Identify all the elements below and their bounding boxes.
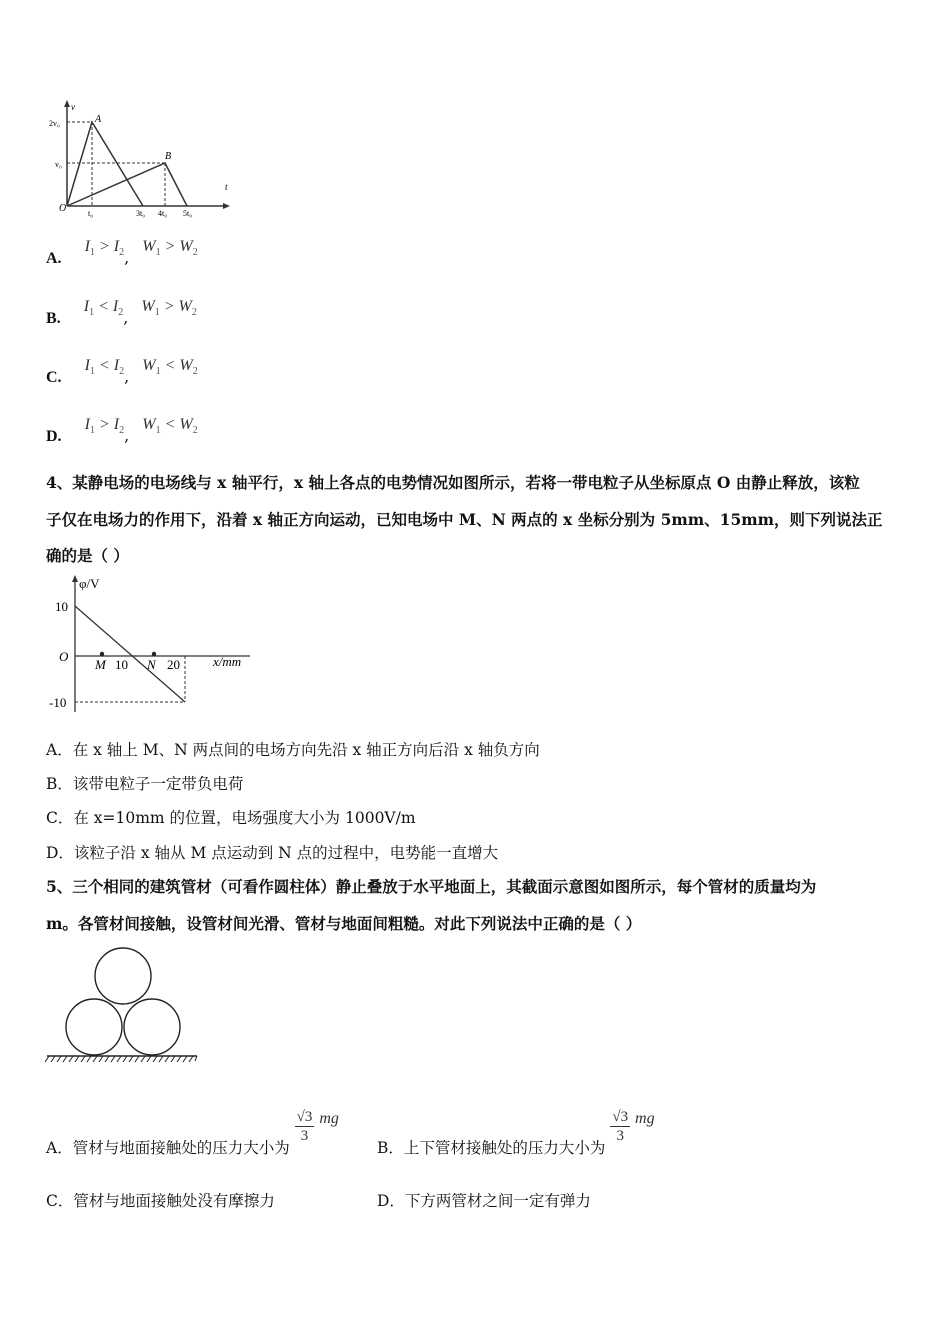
option-letter: A.	[46, 250, 62, 267]
q4-stem-line-1: 4、某静电场的电场线与 x 轴平行，x 轴上各点的电势情况如图所示，若将一带电粒子从坐标原点 O 由静止释放，该粒	[46, 473, 860, 492]
phi-y-tick-10: 10	[55, 599, 68, 614]
potential-graph	[45, 572, 260, 717]
vt-y-tick-v0: v₀	[55, 160, 62, 169]
vt-x-tick-4t0: 4t₀	[158, 209, 168, 218]
q3-option-a[interactable]: A. $I_1 > I_2$, $W_1 > W_2$	[46, 238, 198, 267]
vt-y-label: v	[71, 102, 75, 112]
phi-y-label: φ/V	[79, 576, 100, 591]
q4-option-c[interactable]: C．在 x=10mm 的位置，电场强度大小为 1000V/m	[46, 809, 416, 827]
point-n: N	[147, 657, 156, 672]
phi-origin: O	[59, 649, 69, 664]
option-letter: C.	[46, 369, 62, 386]
pipes-figure	[45, 945, 205, 1067]
vt-x-tick-5t0: 5t₀	[183, 209, 193, 218]
q3-option-c[interactable]: C. $I_1 < I_2$, $W_1 < W_2$	[46, 357, 198, 386]
fraction-sqrt3-over-3: $\frac{√3}{3}$	[612, 1109, 629, 1144]
x-tick-10: 10	[115, 657, 128, 672]
inequality-formula: $I_1 > I_2$	[84, 238, 125, 258]
inequality-formula: $I_1 < I_2$	[83, 298, 124, 318]
vt-point-a: A	[95, 114, 102, 125]
q4-option-d[interactable]: D．该粒子沿 x 轴从 M 点运动到 N 点的过程中，电势能一直增大	[46, 844, 499, 862]
point-m: M	[95, 657, 106, 672]
x-axis-label: x/mm	[213, 654, 242, 669]
q5-option-d[interactable]: D．下方两管材之间一定有弹力	[377, 1192, 591, 1210]
work-formula: $W_1 < W_2$	[142, 357, 198, 377]
vt-x-tick-t0: t₀	[88, 209, 94, 218]
vt-x-label: t	[225, 182, 228, 192]
vt-origin: O	[59, 203, 67, 214]
inequality-formula: $I_1 > I_2$	[84, 416, 125, 436]
q5-stem-line-1: 5、三个相同的建筑管材（可看作圆柱体）静止叠放于水平地面上，其截面示意图如图所示，每个管材的质量均为	[46, 877, 817, 896]
work-formula: $W_1 > W_2$	[141, 298, 197, 318]
work-formula: $W_1 < W_2$	[142, 416, 198, 436]
inequality-formula: $I_1 < I_2$	[84, 357, 125, 377]
q5-option-a[interactable]: A．管材与地面接触处的压力大小为 $\frac{√3}{3}$ mg	[46, 1109, 339, 1157]
q5-stem-line-2: m。各管材间接触，设管材间光滑、管材与地面间粗糙。对此下列说法中正确的是（ ）	[46, 914, 642, 933]
x-tick-20: 20	[167, 657, 180, 672]
vt-graph	[45, 98, 235, 220]
q4-option-b[interactable]: B．该带电粒子一定带负电荷	[46, 775, 244, 793]
q5-option-c[interactable]: C．管材与地面接触处没有摩擦力	[46, 1192, 275, 1210]
q4-stem-line-2: 子仅在电场力的作用下，沿着 x 轴正方向运动，已知电场中 M、N 两点的 x 坐标分别为 5mm、15mm，则下列说法正	[46, 510, 883, 529]
vt-x-tick-3t0: 3t₀	[136, 209, 146, 218]
phi-y-tick-neg10: -10	[49, 695, 67, 710]
fraction-sqrt3-over-3: $\frac{√3}{3}$	[296, 1109, 313, 1144]
vt-y-tick-2v0: 2v₀	[49, 119, 60, 128]
q3-option-d[interactable]: D. $I_1 > I_2$, $W_1 < W_2$	[46, 416, 198, 445]
q4-option-a[interactable]: A．在 x 轴上 M、N 两点间的电场方向先沿 x 轴正方向后沿 x 轴负方向	[46, 741, 540, 759]
q3-option-b[interactable]: B. $I_1 < I_2$, $W_1 > W_2$	[46, 298, 197, 327]
option-letter: B.	[46, 310, 61, 327]
vt-point-b: B	[165, 151, 172, 162]
q5-option-b[interactable]: B．上下管材接触处的压力大小为 $\frac{√3}{3}$ mg	[377, 1109, 655, 1157]
option-letter: D.	[46, 428, 62, 445]
q4-stem-line-3: 确的是（ ）	[46, 546, 129, 565]
work-formula: $W_1 > W_2$	[142, 238, 198, 258]
